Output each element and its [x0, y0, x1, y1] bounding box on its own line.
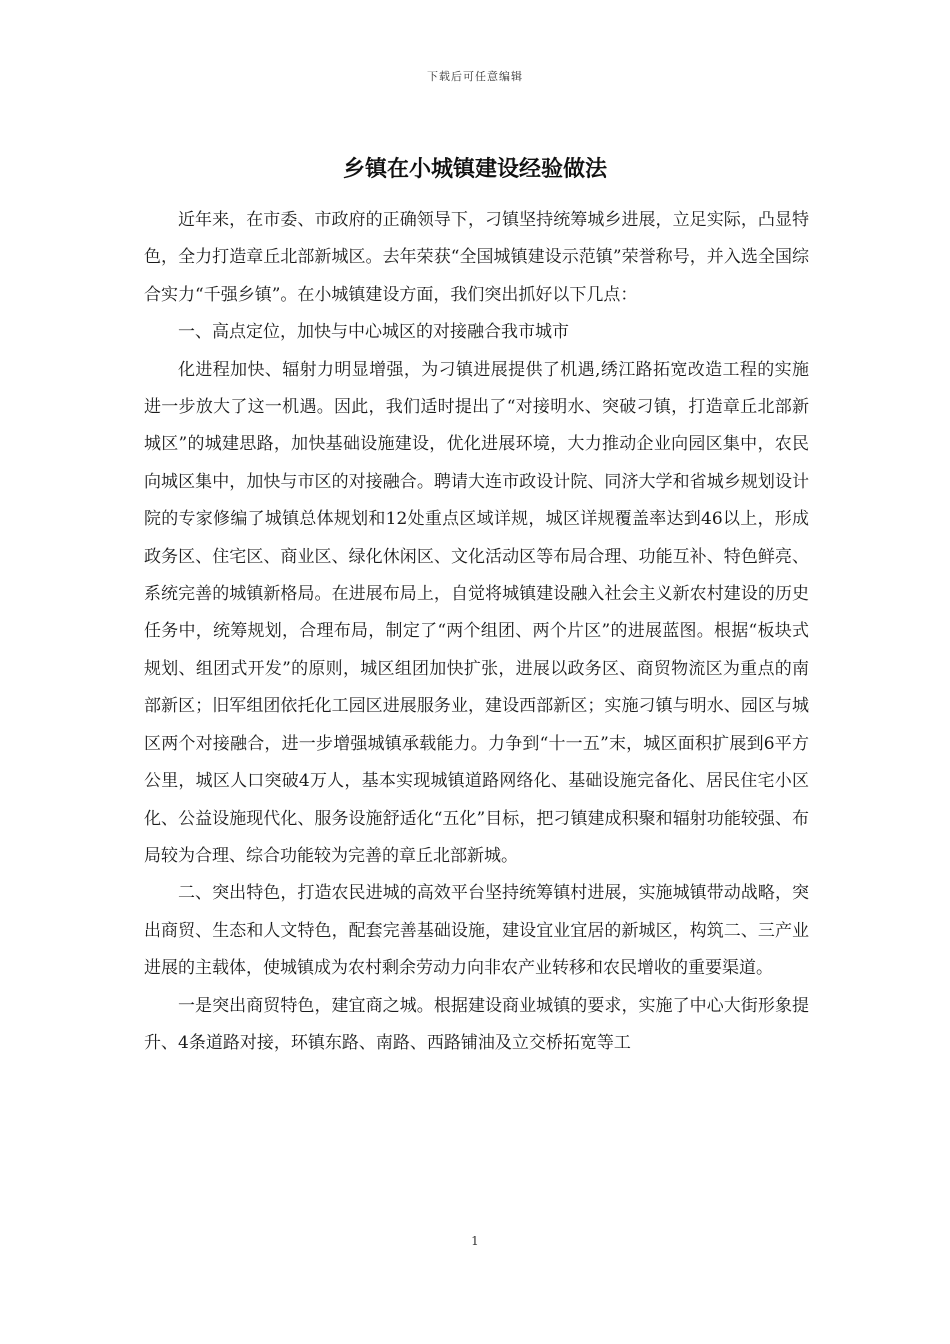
paragraph-point-1: 一是突出商贸特色，建宜商之城。根据建设商业城镇的要求，实施了中心大街形象提升、4条道路对接，环镇东路、南路、西路铺油及立交桥拓宽等工 — [144, 995, 809, 1053]
paragraph-section-2: 二、突出特色，打造农民进城的高效平台坚持统筹镇村进展，实施城镇带动战略，突出商贸、生态和人文特色，配套完善基础设施，建设宜业宜居的新城区，构筑二、三产业进展的主载体，使城镇成为农村剩余劳动力向非农产业转移和农民增收的重要渠道。 — [144, 883, 809, 979]
paragraph-section-1-heading: 一、高点定位，加快与中心城区的对接融合我市城市 — [178, 322, 569, 343]
document-body — [144, 202, 809, 1062]
page-number: 1 — [471, 1234, 479, 1248]
document-title: 乡镇在小城镇建设经验做法 — [342, 156, 607, 182]
page-header-note: 下载后可任意编辑 — [427, 70, 523, 83]
paragraph-section-1-body: 化进程加快、辐射力明显增强，为刁镇进展提供了机遇,绣江路拓宽改造工程的实施进一步放大了这一机遇。因此，我们适时提出了“对接明水、突破刁镇，打造章丘北部新城区”的城建思路，加快基础设施建设，优化进展环境，大力推动企业向园区集中，农民向城区集中，加快与市区的对接融合。聘请大连市政设计院、同济大学和省城乡规划设计院的专家修编了城镇总体规划和12处重点区域详规，城区详规覆盖率达到46以上，形成政务区、住宅区、商业区、绿化休闲区、文化活动区等布局合理、功能互补、特色鲜亮、系统完善的城镇新格局。在进展布局上，自觉将城镇建设融入社会主义新农村建设的历史任务中，统筹规划，合理布局，制定了“两个组团、两个片区”的进展蓝图。根据“板块式规划、组团式开发”的原则，城区组团加快扩张，进展以政务区、商贸物流区为重点的南部新区；旧军组团依托化工园区进展服务业，建设西部新区；实施刁镇与明水、园区与城区两个对接融合，进一步增强城镇承载能力。力争到“十一五”末，城区面积扩展到6平方公里，城区人口突破4万人，基本实现城镇道路网络化、基础设施完备化、居民住宅小区化、公益设施现代化、服务设施舒适化“五化”目标，把刁镇建成积聚和辐射功能较强、布局较为合理、综合功能较为完善的章丘北部新城。 — [144, 359, 809, 866]
paragraph-intro: 近年来，在市委、市政府的正确领导下，刁镇坚持统筹城乡进展，立足实际，凸显特色，全力打造章丘北部新城区。去年荣获“全国城镇建设示范镇”荣誉称号，并入选全国综合实力“千强乡镇”。在小城镇建设方面，我们突出抓好以下几点： — [144, 210, 809, 305]
